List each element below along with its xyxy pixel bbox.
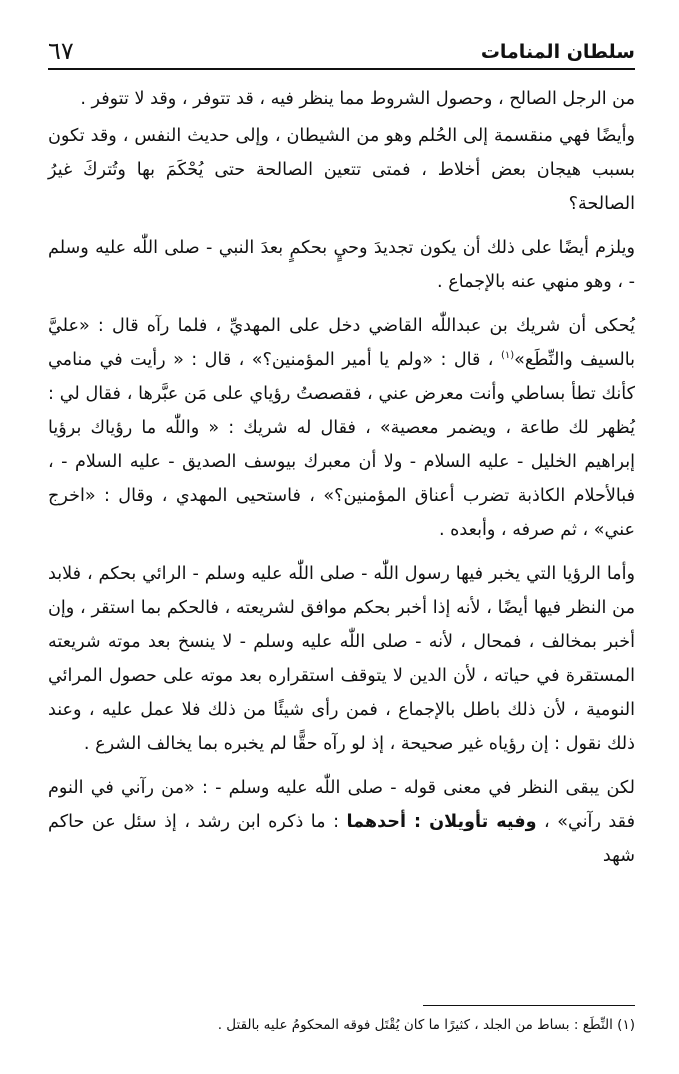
footnote: (١) النِّطَع : بساط من الجلد ، كثيرًا ما كان يُقْتَل فوقه المحكومُ عليه بالقتل . xyxy=(217,1017,635,1033)
running-title: سلطان المنامات xyxy=(480,41,635,63)
paragraph-5: وأما الرؤيا التي يخبر فيها رسول اللّٰه - صلى اللّٰه عليه وسلم - الرائي بحكم ، فلابد من النظر فيها أيضًا ، لأنه إذا أخبر بحكم موافق لشريعته ، فالحكم بما استقر ، وإن أخبر بمخالف ، فمحال ، لأنه - صلى اللّٰه عليه وسلم - لا ينسخ بعد موته شريعته المستقرة في حياته ، لأن الدين لا يتوقف استقراره بعد موته على حصول المرائي النومية ، لأن ذلك باطل بالإجماع ، فمن رأى شيئًا من ذلك فلا عمل عليه ، وعند ذلك نقول : إن رؤياه غير صحيحة ، إذ لو رآه حقًّا لم يخبره بما يخالف الشرع . xyxy=(48,564,635,754)
page-header xyxy=(48,30,635,70)
paragraph-4-part-2: ، قال : «ولم يا أمير المؤمنين؟» ، قال : « رأيت في منامي كأنك تطأ بساطي وأنت معرض عني ، فقصصتُ رؤياي على مَن عبَّرها ، فقال لي : يُظهر لك طاعة ، ويضمر معصية» ، فقال له شريك : « واللّٰه ما رؤياك برؤيا إبراهيم الخليل - عليه السلام - ولا أن معبرك بيوسف الصديق - عليه السلام - ، فبالأحلام الكاذبة تضرب أعناق المؤمنين؟» ، فاستحيى المهدي ، وقال : «اخرج عني» ، ثم صرفه ، وأبعده . xyxy=(48,350,635,540)
footnote-reference: (١) xyxy=(500,350,515,362)
paragraph-6 xyxy=(48,771,635,873)
paragraph-1: من الرجل الصالح ، وحصول الشروط مما ينظر فيه ، قد تتوفر ، وقد لا تتوفر . xyxy=(80,89,635,109)
paragraph-2: وأيضًا فهي منقسمة إلى الحُلم وهو من الشيطان ، وإلى حديث النفس ، وقد تكون بسبب هيجان بعض أخلاط ، فمتى تتعين الصالحة حتى يُحْكَمَ بها وتُتركَ غيرُ الصالحة؟ xyxy=(48,126,635,214)
paragraph-6-part-2: : ما ذكره ابن رشد ، إذ سئل عن حاكم شهد xyxy=(48,812,635,866)
paragraph-3: ويلزم أيضًا على ذلك أن يكون تجديدَ وحيٍ بحكمٍ بعدَ النبي - صلى اللّٰه عليه وسلم - ، وهو منهي عنه بالإجماع . xyxy=(48,238,635,292)
body-text xyxy=(48,82,635,873)
paragraph-4 xyxy=(48,309,635,547)
paragraph-6-bold: وفيه تأويلان : أحدهما xyxy=(346,812,537,832)
paragraph-4-part-1: يُحكى أن شريك بن عبداللّٰه القاضي دخل على المهديِّ ، فلما رآه قال : «عليَّ بالسيف والنِّطَع» xyxy=(48,316,636,370)
paragraph-6-part-1: لكن يبقى النظر في معنى قوله - صلى اللّٰه عليه وسلم - : «من رآني في النوم فقد رآني» ، xyxy=(48,778,635,832)
footnote-divider xyxy=(423,1005,635,1006)
page-number: ٦٧ xyxy=(48,37,74,65)
